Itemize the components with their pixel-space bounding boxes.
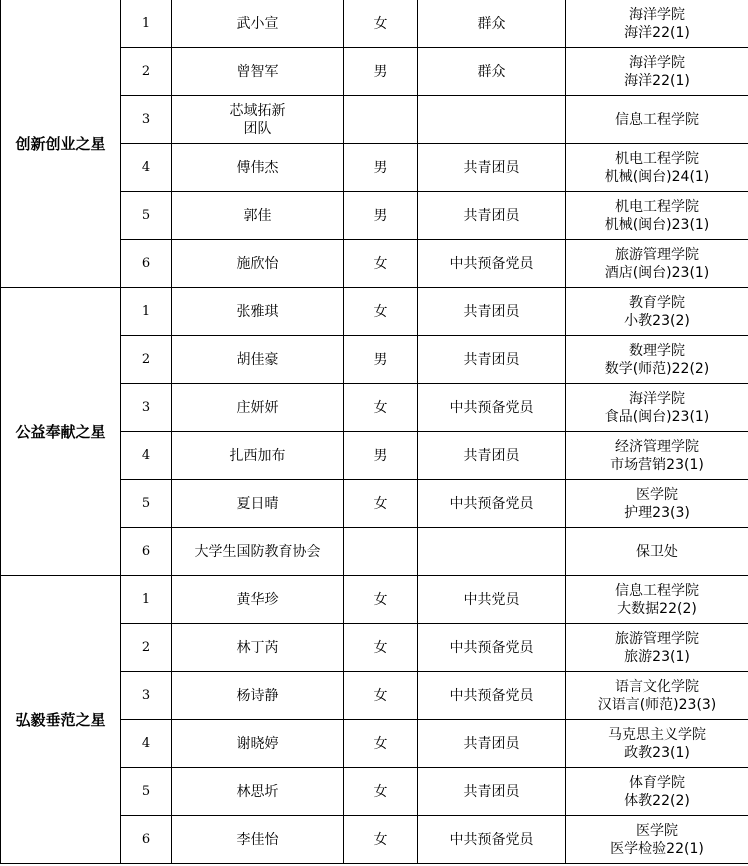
class-text: 政教23(1) [624,744,690,761]
row-number-cell: 3 [121,96,172,144]
gender-cell: 女 [344,288,418,336]
table-row [1,576,748,624]
roster-body [1,0,748,864]
name-text: 施欣怡 [236,255,279,272]
category-cell: 创新创业之星 [1,0,121,288]
political-status-cell: 群众 [418,48,566,96]
row-number-cell: 6 [121,816,172,864]
college-class-cell [566,624,748,672]
name-text: 庄妍妍 [236,399,279,416]
gender-cell: 男 [344,144,418,192]
political-status-cell [418,528,566,576]
college-text: 旅游管理学院 [615,630,699,647]
gender-cell [344,528,418,576]
college-class-cell [566,720,748,768]
class-text: 海洋22(1) [624,24,690,41]
gender-cell: 女 [344,240,418,288]
political-status-cell: 共青团员 [418,768,566,816]
gender-cell: 女 [344,576,418,624]
college-text: 海洋学院 [629,6,685,23]
college-class-cell [566,528,748,576]
name-cell [172,816,344,864]
table-row [1,0,748,48]
gender-cell [344,96,418,144]
class-text: 体教22(2) [624,792,690,809]
college-text: 机电工程学院 [615,150,699,167]
name-cell [172,336,344,384]
row-number-cell: 5 [121,192,172,240]
gender-cell: 女 [344,624,418,672]
college-text: 教育学院 [629,294,685,311]
college-text: 旅游管理学院 [615,246,699,263]
table-row [1,288,748,336]
college-text: 海洋学院 [629,390,685,407]
name-text: 曾智军 [236,63,279,80]
college-text: 体育学院 [629,774,685,791]
gender-cell: 男 [344,192,418,240]
class-text: 大数据22(2) [617,600,697,617]
college-class-cell [566,576,748,624]
political-status-cell [418,96,566,144]
college-class-cell [566,816,748,864]
name-text: 扎西加布 [229,447,286,464]
political-status-cell: 共青团员 [418,288,566,336]
name-text: 黄华珍 [236,591,279,608]
name-text: 张雅琪 [236,303,279,320]
class-text: 市场营销23(1) [610,456,704,473]
name-cell [172,192,344,240]
row-number-cell: 4 [121,144,172,192]
class-text: 小教23(2) [624,312,690,329]
category-cell: 弘毅垂范之星 [1,576,121,864]
gender-cell: 女 [344,672,418,720]
political-status-cell: 共青团员 [418,336,566,384]
college-class-cell [566,192,748,240]
class-text: 海洋22(1) [624,72,690,89]
class-text: 机械(闽台)24(1) [604,168,710,185]
class-text: 食品(闽台)23(1) [604,408,710,425]
college-class-cell [566,240,748,288]
name-text: 谢晓婷 [236,735,279,752]
college-class-cell [566,384,748,432]
college-text: 马克思主义学院 [608,726,706,743]
category-cell: 公益奉献之星 [1,288,121,576]
name-cell [172,432,344,480]
name-text: 林丁芮 [236,639,279,656]
gender-cell: 女 [344,768,418,816]
class-text: 汉语言(师范)23(3) [597,696,717,713]
college-class-cell [566,768,748,816]
gender-cell: 女 [344,384,418,432]
gender-cell: 男 [344,336,418,384]
college-text: 保卫处 [636,543,678,560]
political-status-cell: 群众 [418,0,566,48]
college-class-cell [566,0,748,48]
political-status-cell: 中共预备党员 [418,240,566,288]
college-class-cell [566,144,748,192]
name-cell [172,0,344,48]
row-number-cell: 3 [121,384,172,432]
row-number-cell: 2 [121,624,172,672]
gender-cell: 男 [344,432,418,480]
name-cell [172,480,344,528]
row-number-cell: 1 [121,0,172,48]
college-class-cell [566,336,748,384]
row-number-cell: 2 [121,48,172,96]
college-text: 医学院 [636,486,678,503]
name-text: 郭佳 [243,207,272,224]
class-text: 酒店(闽台)23(1) [604,264,710,281]
gender-cell: 女 [344,720,418,768]
college-class-cell [566,432,748,480]
name-cell [172,384,344,432]
gender-cell: 男 [344,48,418,96]
political-status-cell: 共青团员 [418,720,566,768]
name-text: 杨诗静 [236,687,279,704]
gender-cell: 女 [344,480,418,528]
political-status-cell: 共青团员 [418,192,566,240]
name-cell [172,240,344,288]
name-cell [172,672,344,720]
name-cell [172,528,344,576]
row-number-cell: 6 [121,240,172,288]
class-text: 旅游23(1) [624,648,690,665]
name-text: 林思圻 [236,783,279,800]
class-text: 数学(师范)22(2) [604,360,710,377]
class-text: 医学检验22(1) [610,840,704,857]
college-text: 机电工程学院 [615,198,699,215]
college-text: 数理学院 [629,342,685,359]
college-class-cell [566,672,748,720]
college-text: 医学院 [636,822,678,839]
name-text: 李佳怡 [236,831,279,848]
college-class-cell [566,288,748,336]
gender-cell: 女 [344,0,418,48]
class-text: 护理23(3) [624,504,690,521]
name-cell [172,624,344,672]
political-status-cell: 中共党员 [418,576,566,624]
name-text-line2: 团队 [243,120,272,137]
college-text: 海洋学院 [629,54,685,71]
name-text: 傅伟杰 [236,159,279,176]
row-number-cell: 3 [121,672,172,720]
college-class-cell [566,96,748,144]
political-status-cell: 中共预备党员 [418,384,566,432]
political-status-cell: 共青团员 [418,144,566,192]
college-class-cell [566,48,748,96]
row-number-cell: 5 [121,768,172,816]
name-cell [172,288,344,336]
name-text: 胡佳豪 [236,351,279,368]
name-text: 大学生国防教育协会 [194,543,321,560]
name-text: 武小宣 [236,15,279,32]
political-status-cell: 中共预备党员 [418,816,566,864]
name-text: 芯域拓新 [229,102,286,119]
political-status-cell: 中共预备党员 [418,480,566,528]
name-text: 夏日晴 [236,495,279,512]
political-status-cell: 中共预备党员 [418,624,566,672]
row-number-cell: 5 [121,480,172,528]
name-cell [172,576,344,624]
political-status-cell: 共青团员 [418,432,566,480]
political-status-cell: 中共预备党员 [418,672,566,720]
college-text: 经济管理学院 [615,438,699,455]
row-number-cell: 1 [121,576,172,624]
row-number-cell: 1 [121,288,172,336]
college-text: 语言文化学院 [615,678,699,695]
row-number-cell: 2 [121,336,172,384]
row-number-cell: 6 [121,528,172,576]
row-number-cell: 4 [121,432,172,480]
gender-cell: 女 [344,816,418,864]
name-cell [172,48,344,96]
college-text: 信息工程学院 [615,111,699,128]
name-cell [172,144,344,192]
name-cell [172,768,344,816]
name-cell [172,96,344,144]
class-text: 机械(闽台)23(1) [604,216,710,233]
row-number-cell: 4 [121,720,172,768]
college-class-cell [566,480,748,528]
name-cell [172,720,344,768]
college-text: 信息工程学院 [615,582,699,599]
